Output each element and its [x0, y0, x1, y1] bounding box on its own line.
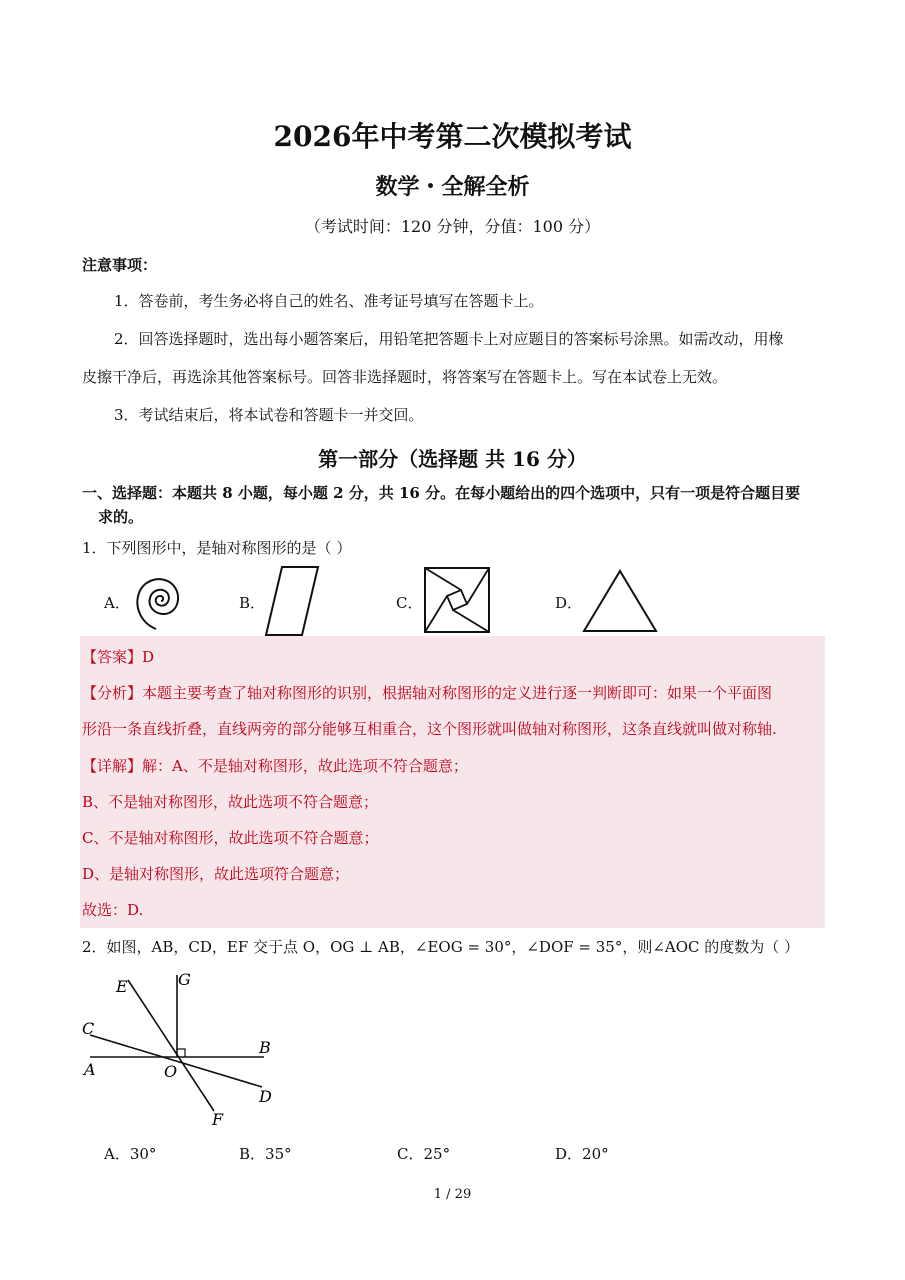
pinwheel-square-figure	[423, 566, 491, 634]
q2-option-d: D．20°	[555, 1145, 609, 1163]
q1-detail-line-2: B、不是轴对称图形，故此选项不符合题意；	[82, 793, 379, 811]
q1-analysis-line-1: 【分析】本题主要考查了轴对称图形的识别，根据轴对称图形的定义进行逐一判断即可：如果一个平面图	[82, 684, 773, 702]
q1-option-d-label: D．	[555, 594, 583, 612]
q2-option-c: C．25°	[397, 1145, 451, 1163]
q2-option-b: B．35°	[239, 1145, 292, 1163]
q1-stem: 1．下列图形中，是轴对称图形的是（ ）	[82, 539, 352, 557]
q1-conclusion: 故选：D.	[82, 901, 144, 919]
part1-instruction-line-1: 一、选择题：本题共 8 小题，每小题 2 分，共 16 分。在每小题给出的四个选项中，只有一项是符合题目要	[82, 484, 801, 502]
q1-detail-line-3: C、不是轴对称图形，故此选项不符合题意；	[82, 829, 379, 847]
q1-option-c-label: C．	[396, 594, 423, 612]
intersecting-lines-figure	[78, 965, 308, 1130]
notice-item-1: 1．答卷前，考生务必将自己的姓名、准考证号填写在答题卡上。	[114, 292, 544, 310]
q1-answer-box	[80, 636, 825, 928]
notice-item-2-line-2: 皮擦干净后，再选涂其他答案标号。回答非选择题时，将答案写在答题卡上。写在本试卷上无效。	[82, 368, 728, 386]
part1-instruction-line-2: 求的。	[98, 508, 144, 526]
q2-option-a: A．30°	[104, 1145, 157, 1163]
exam-subtitle: 数学・全解全析	[375, 174, 530, 200]
q1-analysis-line-2: 形沿一条直线折叠，直线两旁的部分能够互相重合，这个图形就叫做轴对称图形，这条直线就叫做对称轴.	[82, 720, 777, 738]
triangle-figure	[580, 568, 660, 634]
notice-heading: 注意事项：	[82, 256, 158, 274]
label-d: D	[259, 1087, 272, 1106]
label-g: G	[178, 970, 191, 989]
spiral-figure	[126, 565, 196, 635]
page-number: 1 / 29	[433, 1187, 472, 1202]
exam-title: 2026年中考第二次模拟考试	[273, 120, 632, 153]
exam-info: （考试时间：120 分钟，分值：100 分）	[304, 217, 601, 236]
q2-stem: 2．如图，AB，CD，EF 交于点 O，OG ⊥ AB，∠EOG = 30°，∠DOF = 35°，则∠AOC 的度数为（ ）	[82, 938, 800, 956]
q1-answer: 【答案】D	[82, 648, 155, 666]
notice-item-3: 3．考试结束后，将本试卷和答题卡一并交回。	[114, 406, 424, 424]
q1-detail-line-4: D、是轴对称图形，故此选项符合题意；	[82, 865, 350, 883]
label-o: O	[164, 1062, 178, 1081]
notice-item-2-line-1: 2．回答选择题时，选出每小题答案后，用铅笔把答题卡上对应题目的答案标号涂黑。如需改动，用橡	[114, 330, 784, 348]
q1-detail-line-1: 【详解】解：A、不是轴对称图形，故此选项不符合题意；	[82, 757, 468, 775]
label-f: F	[212, 1110, 224, 1129]
part1-heading: 第一部分（选择题 共 16 分）	[318, 447, 587, 471]
q1-option-a-label: A．	[104, 594, 130, 612]
line-ef	[128, 980, 214, 1111]
q1-option-b-label: B．	[239, 594, 266, 612]
label-a: A	[84, 1060, 96, 1079]
label-e: E	[116, 977, 128, 996]
parallelogram-figure	[262, 565, 322, 637]
label-b: B	[259, 1038, 271, 1057]
label-c: C	[82, 1019, 95, 1038]
